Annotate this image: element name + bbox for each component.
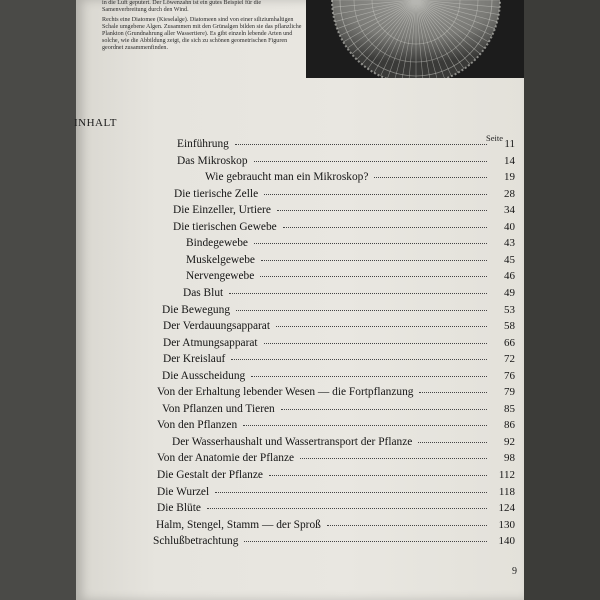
toc-entry-title: Bindegewebe	[186, 237, 248, 250]
toc-entry	[163, 320, 515, 334]
toc-entry	[157, 486, 515, 500]
toc-entry-title: Wie gebraucht man ein Mikroskop?	[205, 171, 369, 184]
toc-entry-title: Muskelgewebe	[186, 253, 255, 266]
toc-entry-title: Die Einzeller, Urtiere	[173, 204, 271, 217]
toc-entry	[162, 403, 515, 417]
toc-entry-title: Von Pflanzen und Tieren	[162, 402, 275, 415]
toc-entry	[163, 337, 515, 351]
toc-page-column-label: Seite	[486, 133, 503, 143]
toc-entry-title: Das Blut	[183, 286, 224, 299]
toc-entry	[157, 502, 515, 516]
toc-leader-dots	[419, 391, 487, 393]
toc-leader-dots	[300, 457, 487, 459]
toc-entry-title: Die Gestalt der Pflanze	[157, 469, 263, 481]
toc-leader-dots	[215, 491, 487, 493]
toc-entry-title: Von der Anatomie der Pflanze	[157, 452, 295, 465]
toc-entry-page: 92	[504, 435, 515, 448]
toc-leader-dots	[235, 143, 487, 145]
toc-entry-title: Der Atmungsapparat	[163, 336, 258, 349]
toc-leader-dots	[243, 424, 487, 426]
toc-entry	[172, 436, 515, 450]
toc-entry-title: Schlußbetrachtung	[153, 535, 239, 548]
toc-entry	[162, 304, 515, 318]
toc-entry-page: 43	[504, 237, 515, 250]
toc-entry-page: 53	[504, 303, 515, 316]
toc-entry-page: 124	[498, 502, 515, 515]
toc-entry-title: Nervengewebe	[186, 270, 255, 283]
toc-entry-title: Von der Erhaltung lebender Wesen — die Fortpflanzung	[157, 386, 414, 399]
toc-entry-page: 40	[504, 220, 515, 233]
toc-entry-title: Von den Pflanzen	[157, 419, 238, 432]
page-number: 9	[512, 566, 517, 577]
toc-heading: INHALT	[74, 117, 117, 129]
toc-leader-dots	[261, 259, 487, 261]
toc-entry-title: Das Mikroskop	[177, 154, 248, 167]
toc-entry-title: Die tierische Zelle	[174, 187, 259, 200]
toc-entry	[205, 171, 515, 185]
toc-entry-page: 98	[504, 452, 515, 465]
toc-entry	[153, 535, 515, 549]
toc-entry-title: Die Bewegung	[162, 303, 231, 316]
toc-leader-dots	[269, 474, 487, 476]
toc-leader-dots	[236, 309, 487, 311]
toc-leader-dots	[277, 209, 487, 211]
toc-entry-page: 28	[504, 187, 515, 200]
toc-entry	[157, 452, 515, 466]
toc-entry	[156, 519, 515, 533]
toc-entry-page: 34	[504, 204, 515, 217]
caption-dandelion: in die Luft geputert. Der Löwenzahn ist ein gutes Beispiel für die Samenverbreitung durch den Wind.	[102, 0, 262, 13]
toc-entry-page: 76	[504, 369, 515, 382]
toc-leader-dots	[327, 524, 487, 526]
toc-entry	[186, 254, 515, 268]
toc-leader-dots	[231, 358, 487, 360]
toc-entry	[174, 188, 515, 202]
diatom-image	[306, 0, 524, 78]
toc-entry-page: 72	[504, 353, 515, 366]
toc-entry-page: 140	[498, 535, 515, 548]
caption-diatom: Rechts eine Diatomee (Kieselalge). Diatomeen sind von einer siliziumhaltigen Schale umgebene Algen. Zusammen mit den Grünalgen bilden sie das pflanzliche Plankton (Grundnahrung aller Wassertiere). Es gibt einzeln lebende Arten und solche, wie die Abbildung zeigt, die sich zu schönen geometrischen Figuren geordnet zusammenfinden.	[102, 17, 302, 51]
toc-entry-page: 130	[498, 518, 515, 531]
toc-leader-dots	[418, 441, 487, 443]
toc-entry	[163, 353, 515, 367]
toc-entry	[186, 270, 515, 284]
toc-leader-dots	[254, 242, 487, 244]
toc-leader-dots	[229, 292, 487, 294]
toc-entry-page: 49	[504, 286, 515, 299]
toc-entry-page: 118	[498, 485, 515, 498]
toc-leader-dots	[276, 325, 487, 327]
toc-leader-dots	[374, 176, 487, 178]
toc-leader-dots	[251, 375, 487, 377]
toc-leader-dots	[283, 226, 487, 228]
toc-entry-title: Der Kreislauf	[163, 353, 226, 366]
toc-entry-title: Die Ausscheidung	[162, 369, 246, 382]
toc-leader-dots	[264, 193, 487, 195]
toc-entry	[173, 221, 515, 235]
toc-entry-title: Der Verdauungsapparat	[163, 320, 271, 333]
toc-entry-page: 112	[498, 469, 515, 481]
toc-entry-title: Einführung	[177, 138, 229, 150]
toc-entry-page: 11	[504, 138, 515, 150]
toc-leader-dots	[207, 507, 487, 509]
toc-entry-page: 79	[504, 386, 515, 399]
toc-entry-page: 86	[504, 419, 515, 432]
toc-entry	[183, 287, 515, 301]
diatom-photo	[306, 0, 524, 78]
toc-entry	[173, 204, 515, 218]
toc-entry	[186, 237, 515, 251]
toc-entry-page: 14	[504, 154, 515, 167]
toc-leader-dots	[260, 275, 487, 277]
toc-entry	[157, 419, 515, 433]
toc-leader-dots	[254, 160, 487, 162]
toc-leader-dots	[244, 540, 487, 542]
toc-entry-page: 58	[504, 320, 515, 333]
toc-entry	[157, 386, 515, 400]
page-edge-shadow	[524, 0, 600, 600]
toc-entry-page: 19	[504, 171, 515, 184]
toc-entry-page: 45	[504, 253, 515, 266]
toc-entry	[162, 370, 515, 384]
toc-entry-title: Der Wasserhaushalt und Wassertransport der Pflanze	[172, 435, 413, 448]
toc-entry-title: Die Wurzel	[157, 485, 210, 498]
toc-leader-dots	[264, 342, 487, 344]
toc-entry	[177, 155, 515, 169]
toc-entry	[157, 469, 515, 483]
toc-entry-title: Halm, Stengel, Stamm — der Sproß	[156, 518, 321, 531]
toc-entry-page: 85	[504, 402, 515, 415]
toc-entry-page: 46	[504, 270, 515, 283]
toc-entry-page: 66	[504, 336, 515, 349]
toc-entry-title: Die tierischen Gewebe	[173, 220, 277, 233]
toc-leader-dots	[281, 408, 487, 410]
toc-entry	[177, 138, 515, 152]
toc-entry-title: Die Blüte	[157, 502, 201, 515]
